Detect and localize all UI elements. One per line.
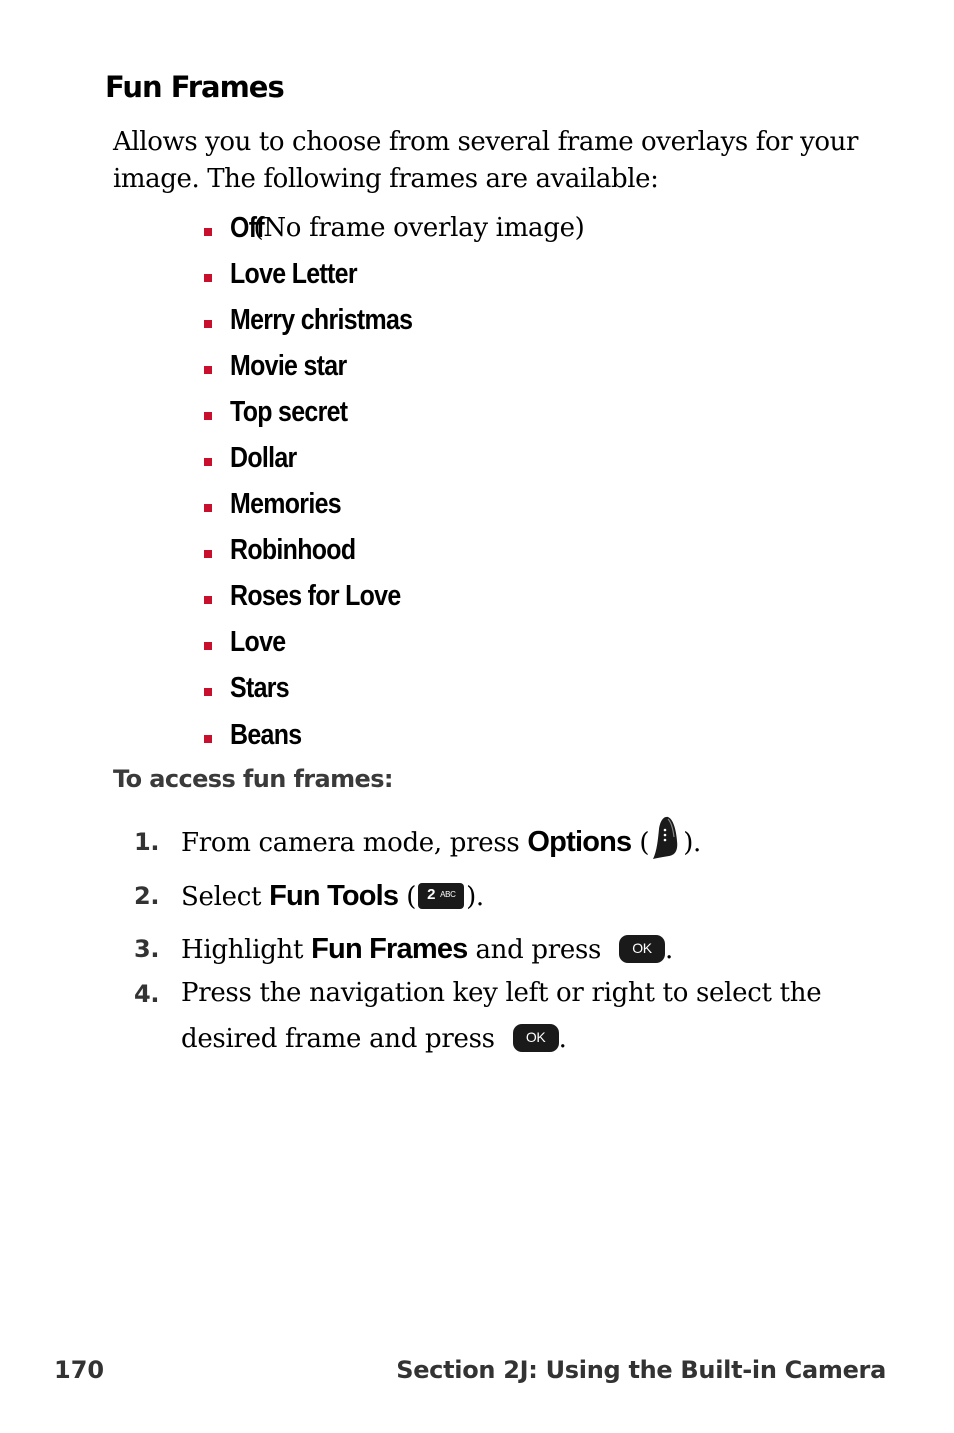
- list-item: [204, 620, 585, 666]
- step-text-pre: Highlight: [181, 935, 312, 965]
- list-item: [204, 251, 585, 297]
- bullet-icon: [204, 412, 212, 420]
- ok-key-icon: [619, 935, 665, 963]
- key-letters: ABC: [440, 890, 456, 899]
- intro-paragraph: Allows you to choose from several frame overlays for your image. The following frames are available:: [113, 127, 859, 194]
- step-number: 4.: [134, 980, 160, 1008]
- step-number: 2.: [134, 882, 160, 910]
- bullet-icon: [204, 688, 212, 696]
- step-text: [181, 826, 701, 861]
- step-text-pre: Select: [181, 882, 270, 912]
- section-title: Section 2J: Using the Built-in Camera: [396, 1356, 886, 1384]
- step-text-pre: From camera mode, press: [181, 828, 528, 858]
- list-item: [204, 666, 585, 712]
- frames-list: [204, 205, 585, 758]
- step-text-mid: and press: [467, 935, 610, 965]
- ok-key-label: OK: [525, 1029, 546, 1045]
- list-item: [204, 435, 585, 481]
- step-period: .: [558, 1024, 567, 1054]
- frame-label: Memories: [230, 488, 341, 521]
- step-paren-close: ).: [683, 828, 701, 858]
- step-term: Fun Frames: [311, 933, 468, 965]
- step-term: Options: [527, 826, 632, 858]
- step-term: Fun Tools: [269, 880, 399, 912]
- list-item: [204, 482, 585, 528]
- step-number: 1.: [134, 828, 160, 856]
- frame-note: (No frame overlay image): [253, 213, 585, 244]
- bullet-icon: [204, 366, 212, 374]
- frame-label: Merry christmas: [230, 303, 413, 336]
- key-digit: 2: [427, 886, 436, 903]
- list-item: [204, 343, 585, 389]
- frame-label: Love Letter: [230, 257, 357, 290]
- frame-label: Top secret: [230, 395, 348, 428]
- bullet-icon: [204, 274, 212, 282]
- frame-label: Off: [230, 211, 264, 244]
- list-item: [204, 574, 585, 620]
- frame-label: Stars: [230, 672, 289, 705]
- page-number: 170: [54, 1356, 105, 1384]
- step-text-line-2: [181, 1024, 567, 1054]
- list-item: [204, 712, 585, 758]
- list-item: [204, 205, 585, 251]
- two-abc-key-icon: [418, 883, 464, 909]
- step-paren-open: (: [631, 828, 650, 858]
- step-text-pre: desired frame and press: [181, 1024, 503, 1054]
- step-text: [181, 880, 484, 913]
- step-period: .: [665, 935, 673, 965]
- frame-label: Movie star: [230, 349, 347, 382]
- bullet-icon: [204, 642, 212, 650]
- frame-label: Robinhood: [230, 534, 356, 567]
- step-text: [181, 933, 673, 966]
- step-paren-close: ).: [466, 882, 484, 912]
- bullet-icon: [204, 550, 212, 558]
- frame-label: Roses for Love: [230, 580, 401, 613]
- bullet-icon: [204, 735, 212, 743]
- step-text-line-1: Press the navigation key left or right to select the: [181, 978, 822, 1008]
- step-paren-open: (: [398, 882, 417, 912]
- list-item: [204, 528, 585, 574]
- list-item: [204, 297, 585, 343]
- bullet-icon: [204, 458, 212, 466]
- ok-key-icon: [513, 1024, 559, 1052]
- frame-label: Love: [230, 626, 286, 659]
- step-number: 3.: [134, 935, 160, 963]
- right-softkey-icon: [649, 815, 683, 861]
- bullet-icon: [204, 596, 212, 604]
- list-item: [204, 389, 585, 435]
- steps-subheading: To access fun frames:: [113, 765, 393, 793]
- bullet-icon: [204, 504, 212, 512]
- frame-label: Beans: [230, 718, 302, 751]
- ok-key-label: OK: [632, 940, 652, 956]
- page-heading: Fun Frames: [105, 70, 284, 104]
- bullet-icon: [204, 228, 212, 236]
- bullet-icon: [204, 320, 212, 328]
- frame-label: Dollar: [230, 442, 297, 475]
